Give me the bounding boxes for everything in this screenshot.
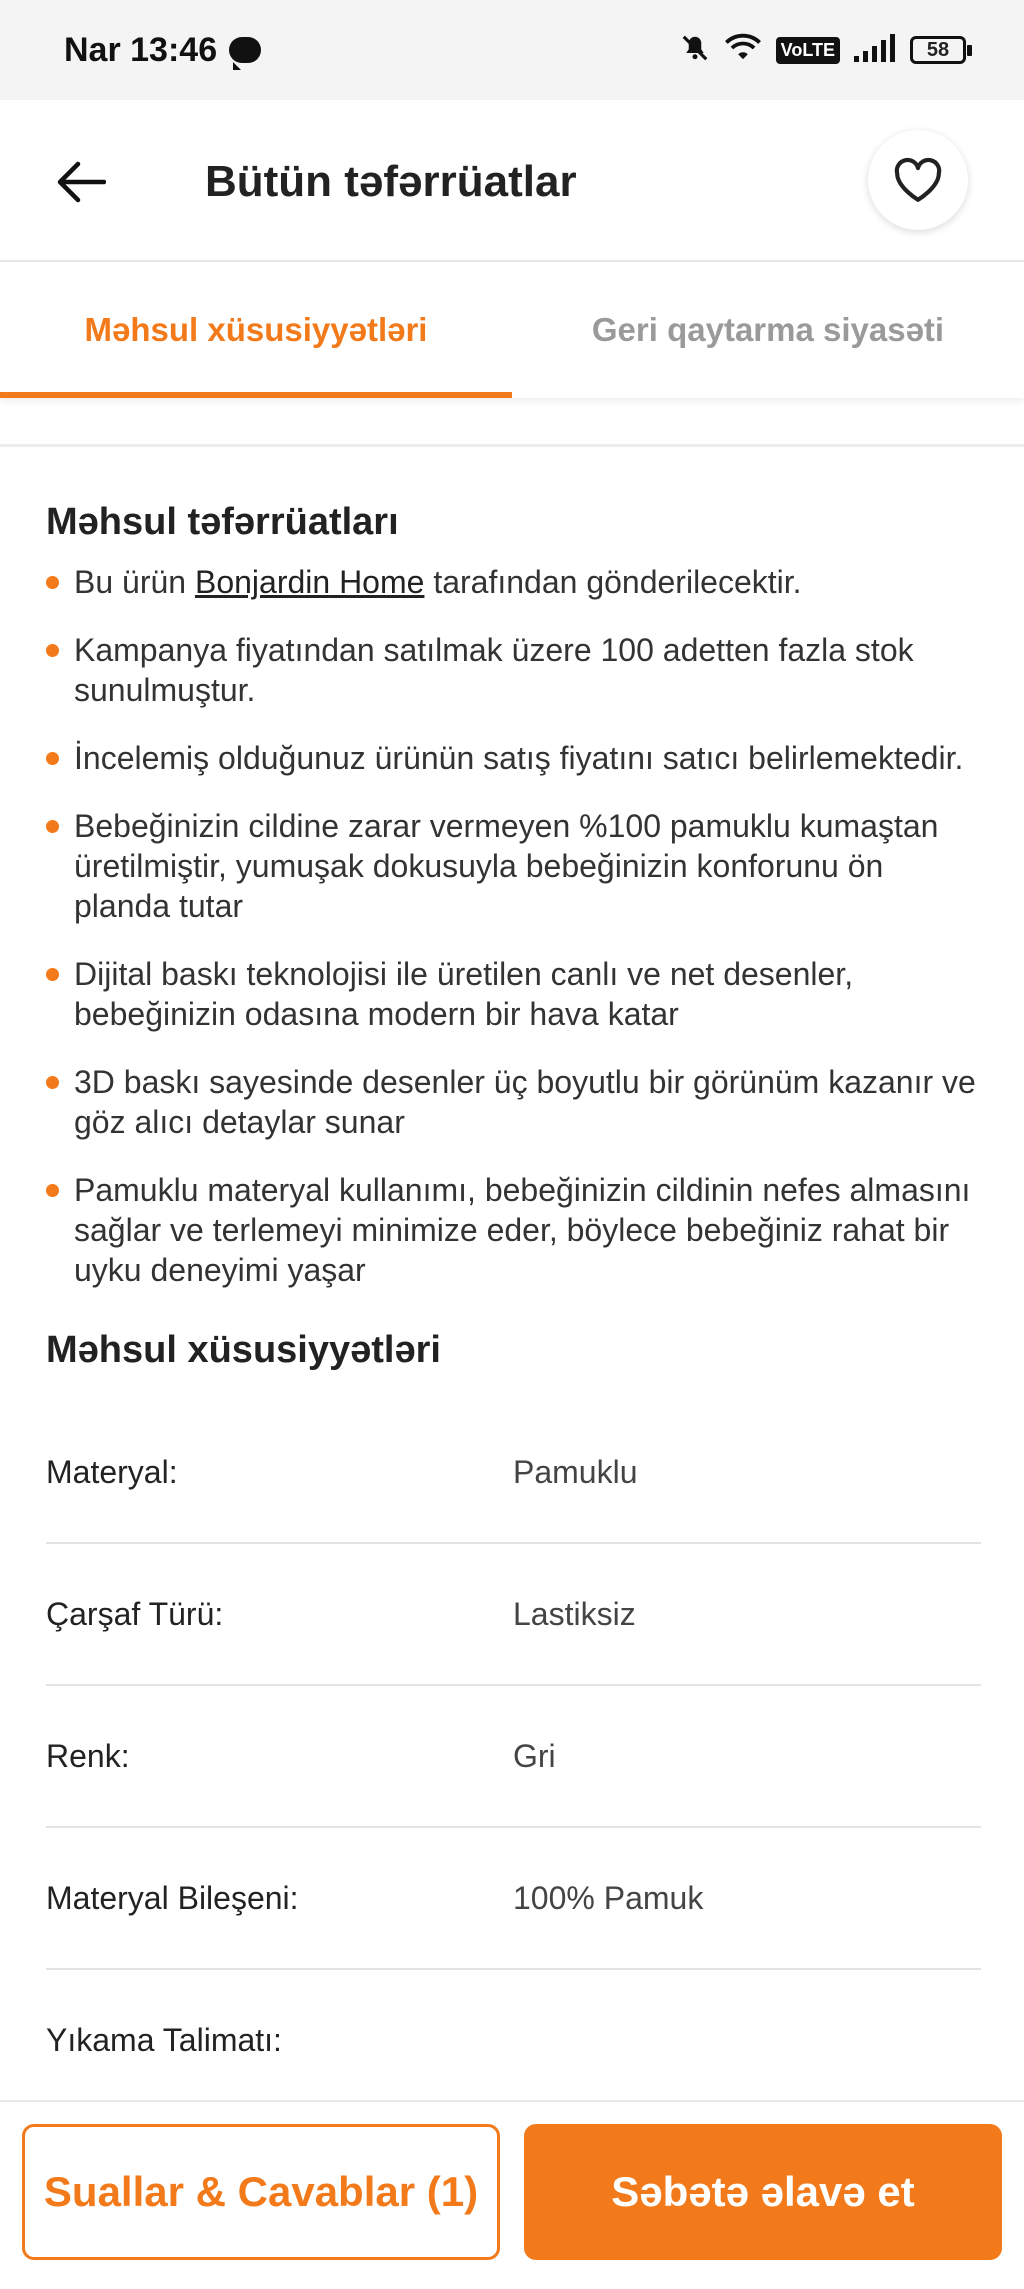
battery-icon: 58: [910, 36, 966, 64]
favorite-button[interactable]: [868, 130, 968, 230]
list-item: Bu ürün Bonjardin Home tarafından gönderilecektir.: [46, 562, 981, 602]
back-button[interactable]: [50, 152, 110, 212]
property-label: Materyal Bileşeni:: [46, 1879, 299, 1916]
list-item: 3D baskı sayesinde desenler üç boyutlu bir görünüm kazanır ve göz alıcı detaylar sunar: [46, 1062, 981, 1142]
property-row: [46, 1686, 981, 1828]
properties-title: Məhsul xüsusiyyətləri: [46, 1329, 441, 1371]
property-value: Lastiksiz: [513, 1595, 636, 1632]
property-row: [46, 1970, 981, 2110]
seller-link[interactable]: Bonjardin Home: [194, 564, 425, 600]
details-content: [46, 490, 981, 2110]
property-row: [46, 1402, 981, 1544]
status-time: Nar 13:46: [64, 30, 218, 69]
volte-badge: VoLTE: [776, 37, 840, 64]
list-item: Bebeğinizin cildine zarar vermeyen %100 pamuklu kumaştan üretilmiştir, yumuşak dokusuyla bebeğinizin konforunu ön planda tutar: [46, 806, 981, 926]
bottom-action-bar: [0, 2100, 1024, 2289]
add-to-cart-button[interactable]: Səbətə əlavə et: [524, 2124, 1002, 2260]
questions-answers-button[interactable]: Suallar & Cavablar (1): [22, 2124, 500, 2260]
properties-table: [46, 1402, 981, 2110]
list-item: Pamuklu materyal kullanımı, bebeğinizin cildinin nefes almasını sağlar ve terlemeyi minimize eder, böylece bebeğiniz rahat bir uyku deneyimi yaşar: [46, 1170, 981, 1290]
tab-bar: [0, 262, 1024, 398]
mute-bell-icon: [680, 33, 710, 68]
status-bar: [0, 0, 1024, 100]
page-title: Bütün təfərrüatlar: [205, 157, 577, 206]
list-item: İncelemiş olduğunuz ürünün satış fiyatını satıcı belirlemektedir.: [46, 738, 981, 778]
details-title: Məhsul təfərrüatları: [46, 501, 399, 543]
app-header: [0, 100, 1024, 262]
wifi-icon: [724, 33, 762, 68]
tab-product-features[interactable]: Məhsul xüsusiyyətləri: [0, 262, 512, 398]
property-row: [46, 1544, 981, 1686]
property-value: Pamuklu: [513, 1453, 638, 1490]
property-row: [46, 1828, 981, 1970]
property-label: Materyal:: [46, 1453, 178, 1490]
property-label: Yıkama Talimatı:: [46, 2021, 282, 2058]
list-item: Kampanya fiyatından satılmak üzere 100 adetten fazla stok sunulmuştur.: [46, 630, 981, 710]
heart-icon: [893, 157, 943, 203]
property-label: Renk:: [46, 1737, 130, 1774]
list-item: Dijital baskı teknolojisi ile üretilen canlı ve net desenler, bebeğinizin odasına modern bir hava katar: [46, 954, 981, 1034]
section-divider: [0, 444, 1024, 447]
property-value: Gri: [513, 1737, 556, 1774]
property-value: 100% Pamuk: [513, 1879, 704, 1916]
tab-return-policy[interactable]: Geri qaytarma siyasəti: [591, 311, 945, 348]
property-label: Çarşaf Türü:: [46, 1595, 224, 1632]
message-icon: [229, 37, 261, 63]
signal-icon: [854, 34, 896, 67]
arrow-left-icon: [54, 160, 106, 204]
details-list: [46, 562, 981, 1290]
